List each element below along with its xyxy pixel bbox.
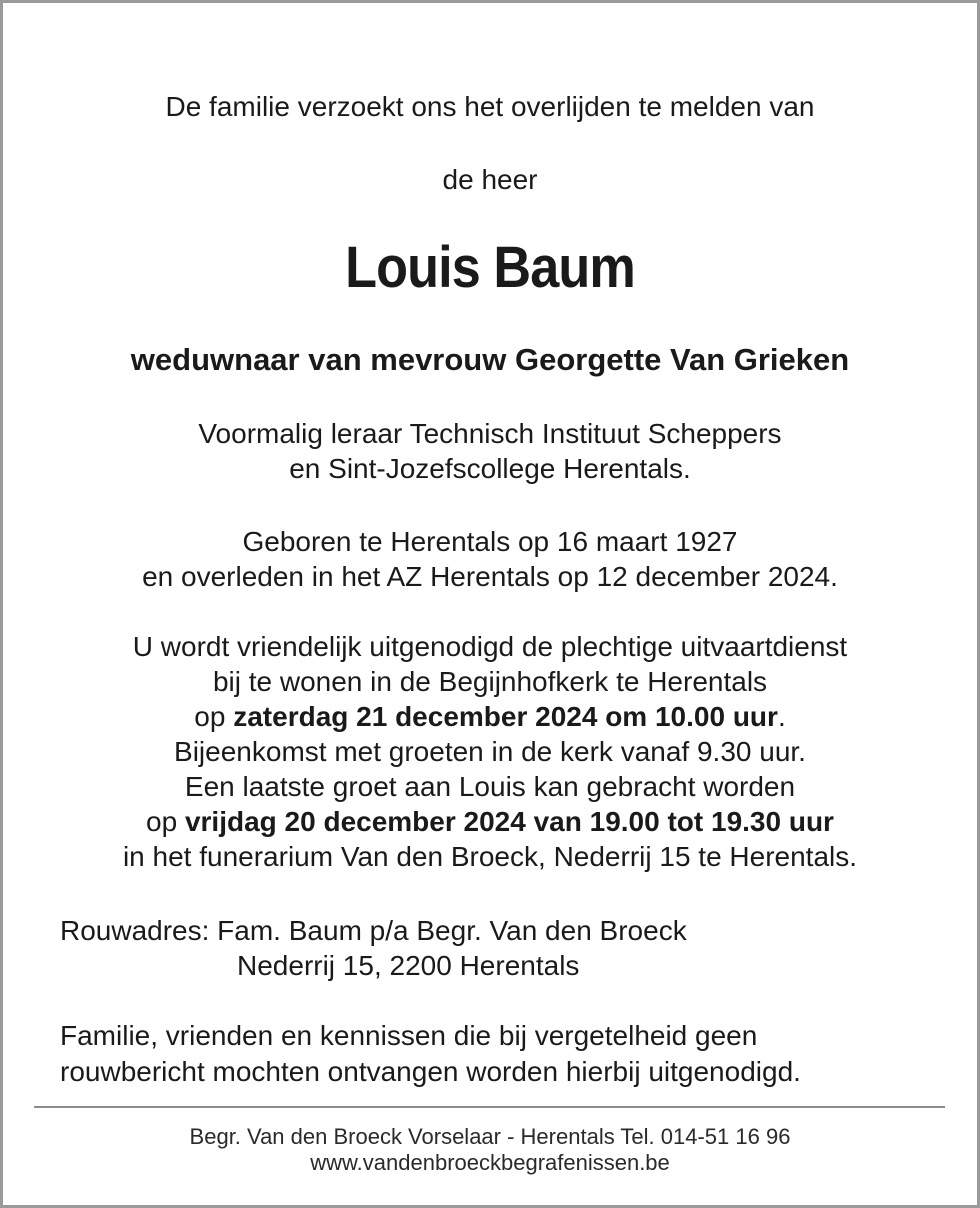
closing-text: [60, 1018, 801, 1090]
divider: [34, 1106, 945, 1108]
intro-text: De familie verzoekt ons het overlijden te melden van: [165, 91, 815, 122]
mourning-address: [60, 913, 687, 983]
service-date: zaterdag 21 december 2024 om 10.00 uur: [233, 701, 778, 732]
address-line: Nederrij 15, 2200 Herentals: [237, 950, 580, 981]
gathering-line: Bijeenkomst met groeten in de kerk vanaf 9.30 uur.: [174, 736, 806, 767]
service-location-line: bij te wonen in de Begijnhofkerk te Herentals: [212, 666, 768, 697]
birth-death-block: [0, 524, 980, 594]
address-line: Rouwadres: Fam. Baum p/a Begr. Van den Broeck: [60, 915, 687, 946]
service-date-prefix: op: [194, 701, 234, 732]
deceased-name: Louis Baum: [345, 235, 635, 300]
funerarium-line: in het funerarium Van den Broeck, Nederrij 15 te Herentals.: [122, 841, 858, 872]
service-date-line: [0, 699, 980, 734]
farewell-date: vrijdag 20 december 2024 van 19.00 tot 19.30 uur: [184, 806, 834, 837]
farewell-line: Een laatste groet aan Louis kan gebracht worden: [184, 771, 796, 802]
closing-line: Familie, vrienden en kennissen die bij vergetelheid geen: [60, 1020, 758, 1051]
service-date-suffix: .: [777, 701, 786, 732]
service-invite-line: U wordt vriendelijk uitgenodigd de plechtige uitvaartdienst: [132, 631, 848, 662]
honorific: de heer: [442, 164, 538, 195]
death-line: en overleden in het AZ Herentals op 12 december 2024.: [142, 561, 838, 592]
funeral-home-website[interactable]: www.vandenbroeckbegrafenissen.be: [310, 1150, 670, 1175]
farewell-date-prefix: op: [146, 806, 185, 837]
service-block: [0, 629, 980, 874]
funeral-home-contact: Begr. Van den Broeck Vorselaar - Herentals Tel. 014-51 16 96: [189, 1124, 791, 1149]
farewell-date-line: [0, 804, 980, 839]
funeral-home-footer: [0, 1124, 980, 1176]
closing-line: rouwbericht mochten ontvangen worden hierbij uitgenodigd.: [60, 1056, 801, 1087]
birth-line: Geboren te Herentals op 16 maart 1927: [242, 526, 738, 557]
career-line: en Sint-Jozefscollege Herentals.: [289, 453, 691, 484]
career-block: [0, 416, 980, 486]
career-line: Voormalig leraar Technisch Instituut Scheppers: [198, 418, 782, 449]
widower-line: weduwnaar van mevrouw Georgette Van Grieken: [130, 342, 850, 377]
